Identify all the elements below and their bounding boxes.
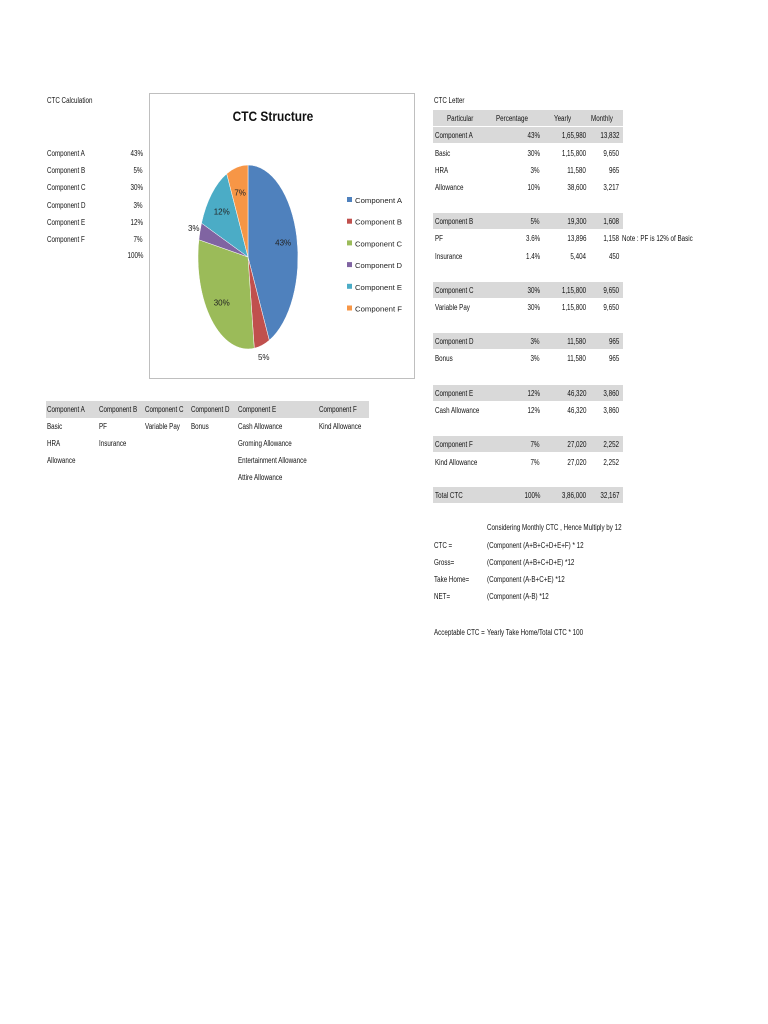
- calc-total: 100%: [127, 251, 143, 260]
- legend-entry: Component A: [355, 198, 403, 205]
- letter-cell: 9,650: [603, 303, 619, 312]
- letter-header-cell: Percentage: [496, 114, 528, 123]
- letter-cell: 3.6%: [525, 234, 540, 243]
- calc-row-label: Component B: [47, 166, 86, 176]
- letter-cell: 1,608: [603, 217, 619, 226]
- pie-data-label: 5%: [257, 352, 270, 362]
- components-table-header-cell: Component F: [319, 405, 357, 414]
- components-table-cell: Entertainment Allowance: [238, 456, 307, 465]
- letter-cell: 2,252: [603, 458, 619, 467]
- letter-group-row: [433, 213, 623, 229]
- components-table-cell: Groming Allowance: [238, 439, 292, 448]
- legend-swatch: [347, 219, 352, 224]
- letter-cell: 46,320: [566, 406, 586, 415]
- components-table-cell: Bonus: [191, 422, 209, 431]
- letter-cell: 12%: [527, 406, 540, 415]
- calc-row-percent: 5%: [133, 166, 143, 176]
- letter-cell: 43%: [527, 131, 540, 140]
- letter-cell: Component C: [435, 286, 474, 295]
- letter-cell: 1,65,980: [561, 131, 586, 140]
- letter-cell: 32,167: [599, 491, 619, 500]
- letter-group-row: [433, 385, 623, 401]
- letter-cell: Basic: [435, 149, 451, 158]
- letter-cell: 965: [608, 166, 619, 175]
- components-table-header-cell: Component E: [238, 405, 277, 414]
- components-table-header-cell: Component A: [47, 405, 85, 414]
- calc-row-label: Component E: [47, 217, 86, 227]
- calc-row-percent: 3%: [133, 200, 143, 210]
- calc-row-percent: 30%: [130, 183, 143, 193]
- letter-cell: Allowance: [435, 183, 464, 192]
- formula-label: CTC =: [434, 541, 453, 550]
- letter-cell: 11,580: [567, 166, 586, 175]
- letter-cell: Component B: [435, 217, 474, 226]
- letter-cell: Bonus: [435, 354, 453, 363]
- pie-data-label: 3%: [187, 223, 200, 233]
- calc-row: [47, 214, 147, 231]
- components-table-header-cell: Component D: [191, 405, 230, 414]
- components-table-cell: Basic: [47, 422, 63, 431]
- letter-cell: Kind Allowance: [435, 458, 478, 467]
- letter-group-row: [433, 487, 623, 503]
- letter-cell: 3,860: [603, 406, 619, 415]
- components-table-cell: Insurance: [99, 439, 127, 448]
- calc-row-label: Component D: [47, 200, 86, 210]
- calc-row-label: Component A: [47, 149, 85, 158]
- pie-data-label: 43%: [275, 238, 292, 248]
- letter-cell: Insurance: [435, 252, 463, 261]
- formula-label: Take Home=: [434, 575, 470, 584]
- pie-data-label: 7%: [234, 188, 246, 198]
- letter-cell: 3,86,000: [561, 491, 586, 500]
- letter-cell: 11,580: [567, 354, 586, 363]
- letter-cell: 30%: [527, 286, 540, 295]
- letter-row: [433, 179, 623, 195]
- letter-cell: Component E: [435, 389, 474, 398]
- components-table-cell: Variable Pay: [145, 422, 180, 431]
- letter-note: Note : PF is 12% of Basic: [622, 234, 693, 243]
- letter-cell: HRA: [435, 166, 449, 175]
- acceptable-ctc-formula: Yearly Take Home/Total CTC * 100: [487, 628, 584, 637]
- letter-cell: 1,15,800: [561, 303, 586, 312]
- legend-entry: Component D: [355, 263, 402, 271]
- letter-cell: 11,580: [567, 337, 586, 346]
- chart-legend: [347, 197, 402, 314]
- letter-header-row: [433, 110, 623, 126]
- letter-cell: 30%: [527, 149, 540, 158]
- letter-group-row: [433, 127, 623, 143]
- letter-cell: 5%: [530, 217, 540, 226]
- components-table-header-cell: Component B: [99, 405, 138, 414]
- letter-title: CTC Letter: [434, 96, 465, 105]
- letter-cell: 965: [608, 337, 619, 346]
- legend-entry: Component F: [355, 306, 402, 314]
- calc-row: [47, 197, 147, 214]
- letter-cell: PF: [435, 234, 443, 243]
- letter-row: [433, 145, 623, 161]
- letter-row: [433, 402, 623, 418]
- formula-label: Gross=: [434, 558, 455, 567]
- calc-row: [47, 162, 147, 179]
- legend-entry: Component E: [355, 284, 403, 292]
- letter-group-row: [433, 282, 623, 298]
- letter-cell: 7%: [530, 440, 540, 449]
- letter-cell: Variable Pay: [435, 303, 470, 312]
- letter-cell: 3%: [530, 337, 540, 346]
- formula-expression: (Component (A-B+C+E) *12: [487, 575, 565, 584]
- letter-row: [433, 162, 623, 178]
- legend-swatch: [347, 262, 352, 267]
- letter-cell: 3%: [530, 354, 540, 363]
- letter-header-cell: Monthly: [591, 114, 613, 123]
- letter-cell: 450: [608, 252, 619, 261]
- letter-cell: 46,320: [566, 389, 586, 398]
- calc-title: CTC Calculation: [47, 96, 93, 105]
- calc-row-percent: 12%: [130, 217, 143, 227]
- components-table-cell: Attire Allowance: [238, 473, 283, 482]
- letter-cell: 3,217: [603, 183, 619, 192]
- letter-cell: Component D: [435, 337, 474, 346]
- letter-cell: Cash Allowance: [435, 406, 480, 415]
- legend-swatch: [347, 240, 352, 245]
- calc-row-label: Component F: [47, 235, 85, 244]
- formula-expression: (Component (A-B) *12: [487, 592, 549, 601]
- formula-expression: (Component (A+B+C+D+E) *12: [487, 558, 575, 567]
- letter-row: [433, 248, 623, 264]
- components-table-cell: Allowance: [47, 456, 76, 465]
- letter-row: [433, 454, 623, 470]
- calc-row-percent: 43%: [130, 149, 143, 158]
- legend-swatch: [347, 284, 352, 289]
- components-table-header-cell: Component C: [145, 405, 184, 414]
- formula-label: NET=: [434, 592, 451, 601]
- components-table-cell: Cash Allowance: [238, 422, 283, 431]
- letter-cell: 1.4%: [525, 252, 540, 261]
- letter-cell: 27,020: [566, 458, 586, 467]
- calc-row: [47, 231, 147, 248]
- letter-cell: 19,300: [566, 217, 586, 226]
- legend-swatch: [347, 197, 352, 202]
- letter-cell: 9,650: [603, 149, 619, 158]
- components-table-cell: HRA: [47, 439, 61, 448]
- formula-expression: (Component (A+B+C+D+E+F) * 12: [487, 541, 584, 550]
- components-table-cell: Kind Allowance: [319, 422, 362, 431]
- letter-group-row: [433, 333, 623, 349]
- letter-cell: 13,896: [566, 234, 586, 243]
- legend-entry: Component C: [355, 241, 402, 249]
- letter-cell: 3,860: [603, 389, 619, 398]
- calc-row: [47, 179, 147, 196]
- letter-group-row: [433, 436, 623, 452]
- letter-cell: 30%: [527, 303, 540, 312]
- acceptable-ctc-label: Acceptable CTC =: [434, 628, 485, 637]
- calc-row-percent: 7%: [133, 235, 143, 244]
- letter-cell: 965: [608, 354, 619, 363]
- letter-cell: Component A: [435, 131, 473, 140]
- letter-cell: 1,158: [603, 234, 619, 243]
- letter-cell: Component F: [435, 440, 473, 449]
- letter-cell: 1,15,800: [561, 149, 586, 158]
- letter-cell: 9,650: [603, 286, 619, 295]
- letter-cell: 12%: [527, 389, 540, 398]
- letter-row: [433, 230, 623, 246]
- letter-cell: 10%: [527, 183, 540, 192]
- letter-cell: 38,600: [566, 183, 586, 192]
- letter-cell: 3%: [530, 166, 540, 175]
- letter-cell: 7%: [530, 458, 540, 467]
- letter-row: [433, 350, 623, 366]
- pie-chart: [150, 94, 416, 380]
- calc-row: [47, 145, 147, 162]
- pie-chart-container: [149, 93, 415, 379]
- pie-slices: [198, 165, 298, 349]
- pie-data-label: 30%: [213, 298, 230, 308]
- letter-cell: 13,832: [599, 131, 619, 140]
- letter-header-cell: Particular: [447, 114, 474, 123]
- chart-title: CTC Structure: [232, 108, 314, 125]
- components-table-cell: PF: [99, 422, 107, 431]
- letter-header-cell: Yearly: [554, 114, 572, 123]
- letter-cell: 100%: [524, 491, 540, 500]
- letter-cell: 27,020: [566, 440, 586, 449]
- letter-cell: 1,15,800: [561, 286, 586, 295]
- pie-data-label: 12%: [213, 207, 230, 217]
- letter-cell: Total CTC: [435, 491, 463, 500]
- legend-swatch: [347, 306, 352, 311]
- calc-row-label: Component C: [47, 183, 86, 193]
- letter-cell: 5,404: [570, 252, 586, 261]
- formula-heading: Considering Monthly CTC , Hence Multiply by 12: [487, 523, 622, 532]
- letter-row: [433, 299, 623, 315]
- letter-cell: 2,252: [603, 440, 619, 449]
- legend-entry: Component B: [355, 219, 403, 227]
